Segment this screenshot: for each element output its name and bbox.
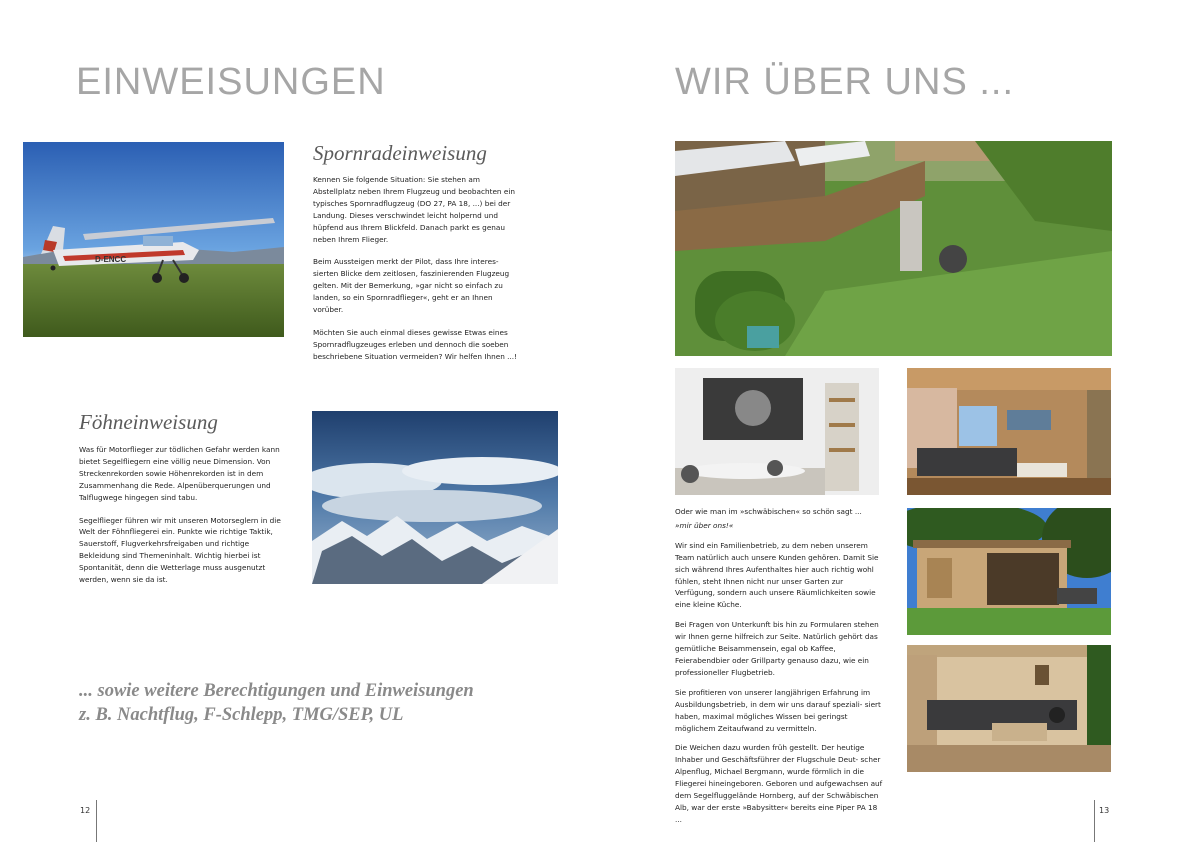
more-permissions-line2: z. B. Nachtflug, F-Schlepp, TMG/SEP, UL	[79, 705, 404, 725]
intro-line: Oder wie man im »schwäbischen« so schön sagt ...	[675, 507, 862, 516]
foehn-text	[79, 444, 286, 597]
page-title-right: WIR ÜBER UNS ...	[675, 61, 1015, 103]
more-permissions-line1: ... sowie weitere Berechtigungen und Einweisungen	[79, 681, 474, 701]
spornrad-paragraph: Kennen Sie folgende Situation: Sie stehen am Abstellplatz neben Ihrem Flugzeug und beobachten ein typisches Spornradflugzeug (DO 27, PA 18, ...) bei der Landung. Dieses verschwindet leicht holpernd und hüpfend aus Ihrem Blickfeld. Danach parkt es genau neben Ihrem Flieger.	[313, 175, 516, 244]
page-title-left: EINWEISUNGEN	[76, 61, 386, 103]
page-number-left: 12	[80, 806, 91, 815]
about-paragraph: Bei Fragen von Unterkunft bis hin zu Formularen stehen wir Ihnen gerne hilfreich zur Seite. Natürlich gehört das gemütliche Beisammensein, egal ob Kaffee, Feierabendbier oder Grillparty genauso dazu, wie ein professioneller Flugbetrieb.	[675, 620, 879, 677]
foehn-heading: Föhneinweisung	[79, 410, 218, 434]
pavilion-lounge-photo	[907, 645, 1111, 772]
about-us-text	[675, 506, 885, 826]
page-divider-right	[1094, 800, 1095, 842]
spornrad-paragraph: Beim Aussteigen merkt der Pilot, dass Ihre interes- sierten Blicke dem zeitlosen, faszinierenden Flugzeug gelten. Mit der Bemerkung, »gar nicht so einfach zu landen, so ein Spornradflieger«, geht er an Ihnen vorüber.	[313, 257, 510, 315]
alps-clouds-photo	[312, 411, 558, 584]
spornrad-heading: Spornradeinweisung	[313, 141, 487, 165]
cabin-interior-photo	[907, 368, 1111, 495]
about-paragraph: Wir sind ein Familienbetrieb, zu dem neben unserem Team natürlich auch unsere Kunden gehören. Damit Sie sich während Ihres Aufenthaltes hier auch richtig wohl fühlen, steht Ihnen nicht nur unser Garten zur Verfügung, sondern auch unsere Räumlichkeiten sowie eine kleine Küche.	[675, 540, 879, 610]
foehn-paragraph: Segelflieger führen wir mit unseren Motorseglern in die Welt der Föhnfliegerei ein. Punkte wie richtige Taktik, Sauerstoff, Flugverkehrsfreigaben und richtige Bekleidung sind Themeninhalt. Wichtig hierbei ist Spontanität, denn die Wetterlage muss ausgenutzt werden, wenn sie da ist.	[79, 515, 281, 585]
page-number-right: 13	[1099, 806, 1110, 815]
about-paragraph: Die Weichen dazu wurden früh gestellt. Der heutige Inhaber und Geschäftsführer der Flugschule Deut- scher Alpenflug, Michael Bergmann, wurde förmlich in die Fliegerei hineingeboren. Geboren und aufgewachsen auf dem Segelfluggelände Hornberg, auf der Schwäbischen Alb, war der erste »Babysitter« bereits eine Piper PA 18 ...	[675, 743, 883, 824]
intro-quote: »mir über ons!«	[675, 520, 734, 530]
airplane-photo	[23, 142, 284, 337]
registration-text: D-ENCC	[95, 255, 127, 264]
page-divider-left	[96, 800, 97, 842]
spornrad-text	[313, 174, 518, 374]
garden-house-photo	[907, 508, 1111, 635]
more-permissions-text	[79, 679, 559, 727]
about-paragraph: Sie profitieren von unserer langjährigen Erfahrung im Ausbildungsbetrieb, in dem wir uns darauf speziali- siert haben, maximal mögliches Wissen bei geringst möglichem Zeitaufwand zu vermitteln.	[675, 687, 881, 733]
spornrad-paragraph: Möchten Sie auch einmal dieses gewisse Etwas eines Spornradflugzeuges erleben und dennoch die soeben beschriebene Situation vermeiden? Wir helfen Ihnen ...!	[313, 327, 518, 361]
lounge-photo	[675, 368, 879, 495]
foehn-paragraph: Was für Motorflieger zur tödlichen Gefahr werden kann bietet Segelfliegern eine völlig neue Dimension. Von Streckenrekorden sowie Höhenrekorden ist in dem Zusammenhang die Rede. Alpenüberquerungen und Talflugwege hingegen sind tabu.	[79, 445, 280, 502]
garden-terrace-photo	[675, 141, 1112, 356]
